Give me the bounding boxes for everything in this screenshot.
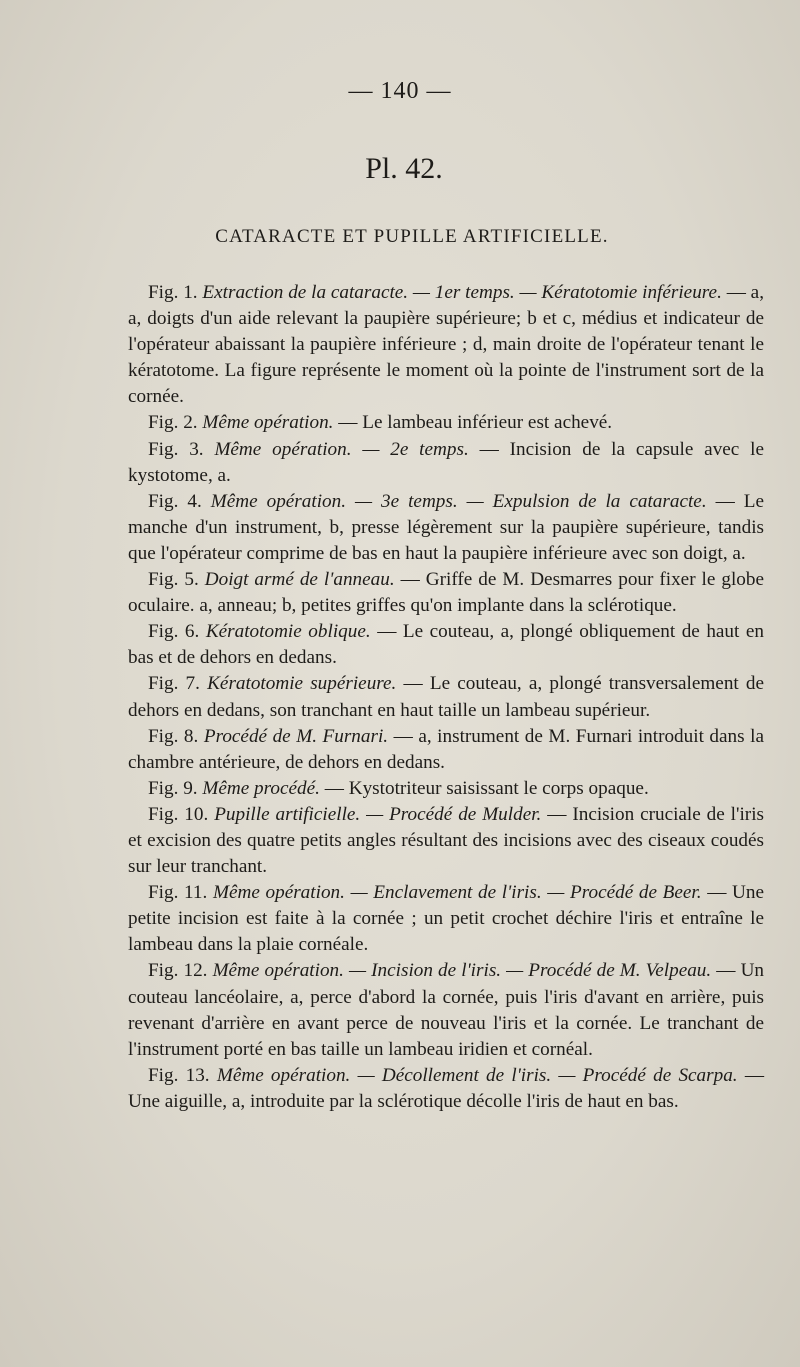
plate-title: Pl. 42. (365, 152, 443, 185)
figure-title: Même opération. — 3e temps. — Expulsion de la cataracte. (210, 490, 707, 512)
figure-label: Fig. 1. (148, 282, 198, 303)
figure-title: Même procédé. (202, 777, 320, 799)
figure-label: Fig. 10. (148, 803, 209, 825)
figure-entry-2 (128, 410, 764, 436)
figure-entry-13 (128, 1063, 764, 1115)
figure-title: Même opération. (202, 412, 334, 434)
figure-entry-10 (128, 802, 764, 880)
figure-entry-3 (128, 437, 764, 489)
figure-label: Fig. 5. (148, 569, 199, 591)
figure-descriptions (128, 280, 764, 1115)
figure-title: Extraction de la cataracte. — 1er temps. — Kératotomie inférieure. (202, 282, 722, 303)
figure-label: Fig. 2. (148, 412, 198, 434)
figure-entry-7 (128, 671, 764, 723)
figure-title: Doigt armé de l'anneau. (204, 569, 395, 591)
figure-entry-12 (128, 958, 764, 1062)
section-title: CATARACTE ET PUPILLE ARTIFICIELLE. (215, 226, 609, 247)
figure-entry-5 (128, 567, 764, 619)
figure-label: Fig. 7. (148, 673, 200, 695)
figure-description: — Incision cruciale de l'iris et excision des quatre petits angles résultant des incisions avec des ciseaux coudés sur leur tranchant. (128, 803, 764, 878)
figure-title: Pupille artificielle. — Procédé de Mulder. (214, 803, 542, 825)
figure-description: — Incision de la capsule avec le kystotome, a. (128, 438, 764, 486)
figure-entry-9 (128, 776, 764, 802)
figure-description: — Le manche d'un instrument, b, presse légèrement sur la paupière supérieure, tandis que l'opérateur comprime de bas en haut la paupière inférieure avec son doigt, a. (128, 490, 765, 564)
figure-entry-6 (128, 619, 764, 671)
page-number: — 140 — (348, 78, 452, 104)
figure-description: — Le couteau, a, plongé obliquement de haut en bas et de dehors en dedans. (128, 621, 764, 669)
figure-title: Même opération. — Enclavement de l'iris. — Procédé de Beer. (212, 882, 702, 904)
figure-description: — Une petite incision est faite à la cornée ; un petit crochet déchire l'iris et entraîne le lambeau dans la plaie cornéale. (128, 882, 764, 956)
figure-entry-11 (128, 880, 764, 958)
figure-title: Procédé de M. Furnari. (203, 725, 389, 747)
figure-description: — Une aiguille, a, introduite par la sclérotique décolle l'iris de haut en bas. (128, 1064, 765, 1112)
figure-label: Fig. 9. (148, 777, 198, 799)
figure-label: Fig. 8. (148, 725, 199, 747)
figure-description: — a, instrument de M. Furnari introduit dans la chambre antérieure, de dehors en dedans. (128, 725, 764, 773)
figure-description: — Kystotriteur saisissant le corps opaque. (324, 777, 649, 799)
figure-label: Fig. 3. (148, 438, 204, 460)
figure-entry-8 (128, 724, 764, 776)
figure-description: — Un couteau lancéolaire, a, perce d'abord la cornée, puis l'iris d'avant en arrière, puis revenant d'arrière en avant perce de nouveau l'iris et la cornée. Le tranchant de l'instrument porté en bas taille un lambeau iridien et cornéal. (128, 960, 765, 1060)
figure-description: — Le lambeau inférieur est achevé. (338, 412, 613, 434)
figure-label: Fig. 11. (148, 882, 208, 904)
figure-description: — Griffe de M. Desmarres pour fixer le globe oculaire. a, anneau; b, petites griffes qu'on implante dans la sclérotique. (128, 569, 765, 617)
figure-title: Même opération. — 2e temps. (214, 438, 469, 460)
figure-label: Fig. 12. (148, 960, 208, 982)
figure-title: Même opération. — Incision de l'iris. — Procédé de M. Velpeau. (212, 960, 712, 982)
figure-label: Fig. 4. (148, 490, 202, 512)
figure-title: Kératotomie supérieure. (207, 673, 397, 695)
figure-label: Fig. 6. (148, 621, 200, 643)
figure-title: Même opération. — Décollement de l'iris. — Procédé de Scarpa. (216, 1064, 738, 1086)
figure-entry-1 (128, 280, 764, 410)
figure-description: — Le couteau, a, plongé transversalement de dehors en dedans, son tranchant en haut taille un lambeau supérieur. (128, 673, 765, 721)
figure-description: — a, a, doigts d'un aide relevant la paupière supérieure; b et c, médius et indicateur de l'opérateur abaissant la paupière inférieure ; d, main droite de l'opérateur tenant le kératotome. La figure représente le moment où la pointe de l'instrument sort de la cornée. (128, 282, 764, 408)
figure-entry-4 (128, 489, 764, 567)
figure-title: Kératotomie oblique. (205, 621, 371, 643)
figure-label: Fig. 13. (148, 1064, 210, 1086)
